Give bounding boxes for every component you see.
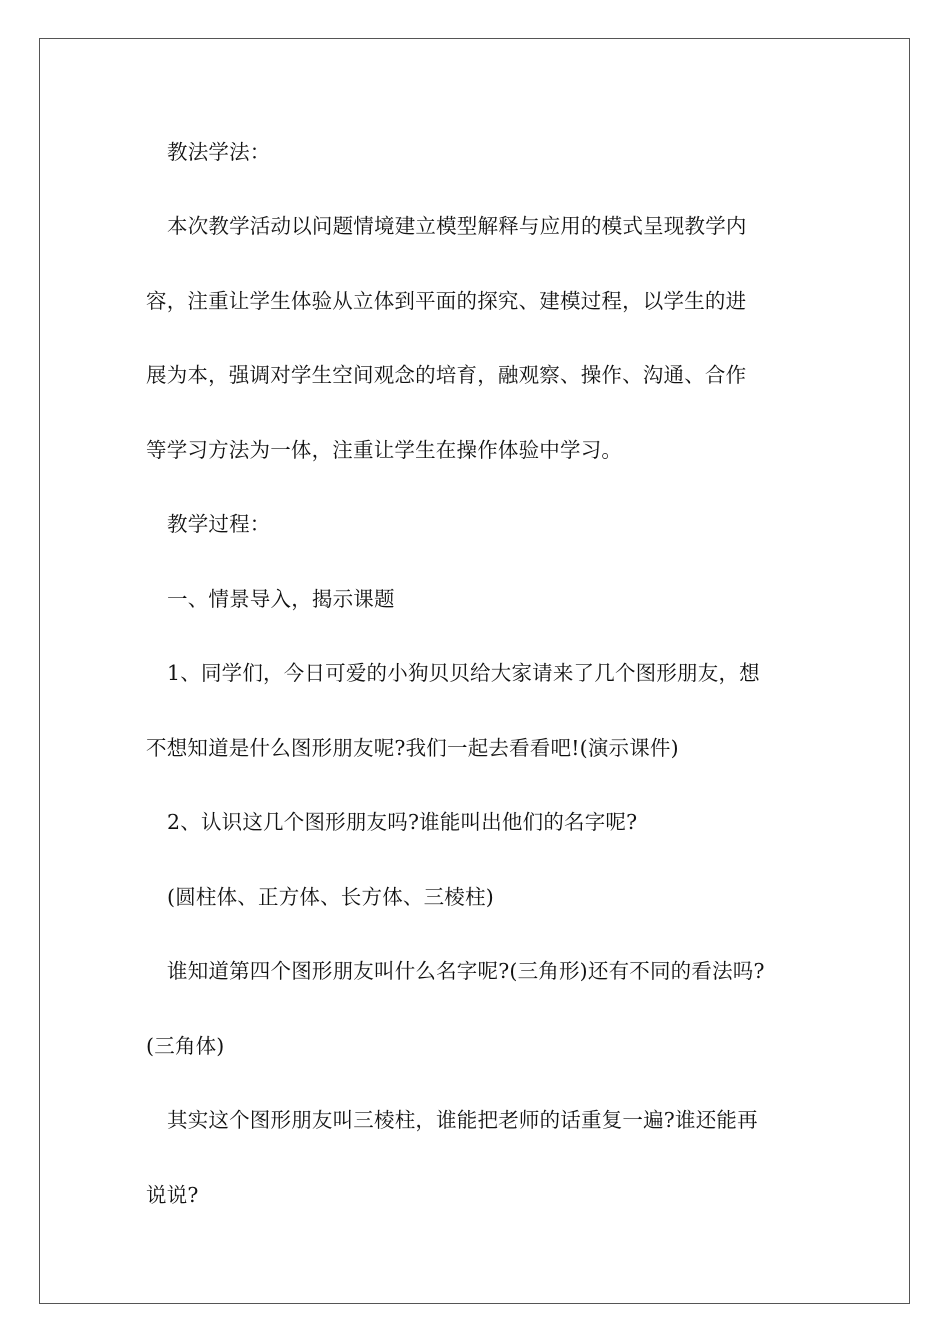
paragraph-line: 容，注重让学生体验从立体到平面的探究、建模过程，以学生的进 bbox=[146, 289, 747, 313]
paragraph-line: (圆柱体、正方体、长方体、三棱柱) bbox=[167, 885, 494, 909]
paragraph-line: 展为本，强调对学生空间观念的培育，融观察、操作、沟通、合作 bbox=[146, 363, 747, 387]
paragraph-line: 本次教学活动以问题情境建立模型解释与应用的模式呈现教学内 bbox=[167, 214, 747, 238]
paragraph-line: 谁知道第四个图形朋友叫什么名字呢?(三角形)还有不同的看法吗? bbox=[167, 959, 765, 983]
paragraph-line: 1、同学们，今日可爱的小狗贝贝给大家请来了几个图形朋友，想 bbox=[167, 661, 760, 685]
paragraph-line: (三角体) bbox=[146, 1034, 225, 1058]
subsection-heading: 一、情景导入，揭示课题 bbox=[167, 587, 395, 611]
paragraph-line: 说说? bbox=[146, 1183, 199, 1207]
paragraph-line: 2、认识这几个图形朋友吗?谁能叫出他们的名字呢? bbox=[167, 810, 638, 834]
paragraph-line: 不想知道是什么图形朋友呢?我们一起去看看吧!(演示课件) bbox=[146, 736, 679, 760]
section-heading-teaching-method: 教法学法： bbox=[167, 140, 271, 164]
paragraph-line: 其实这个图形朋友叫三棱柱，谁能把老师的话重复一遍?谁还能再 bbox=[167, 1108, 758, 1132]
section-heading-teaching-process: 教学过程： bbox=[167, 512, 271, 536]
paragraph-line: 等学习方法为一体，注重让学生在操作体验中学习。 bbox=[146, 438, 623, 462]
